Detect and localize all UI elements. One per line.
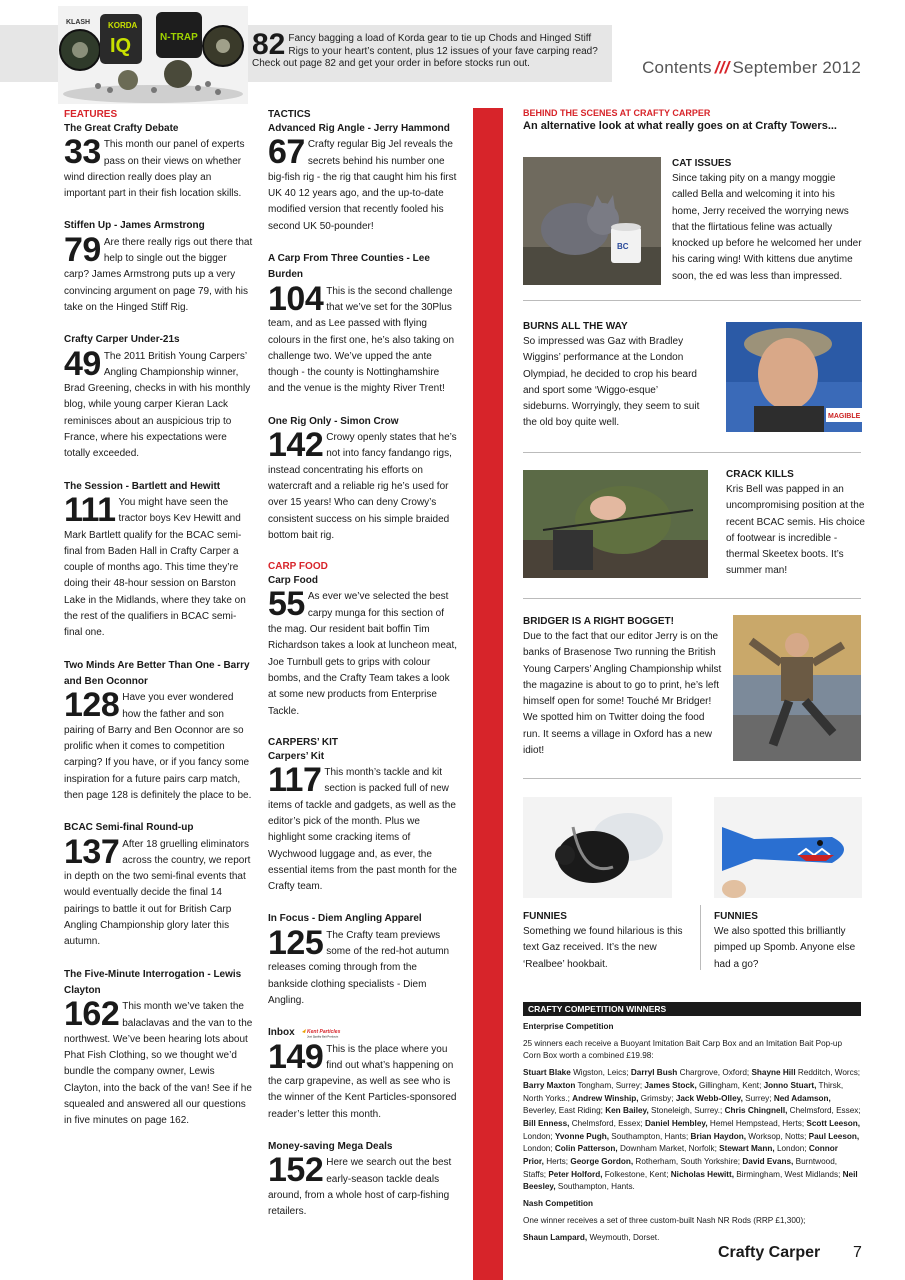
winner-name: Barry Maxton <box>523 1080 576 1090</box>
winner-name: Bill Enness, <box>523 1118 570 1128</box>
gear-label-ntrap: N-TRAP <box>160 32 198 43</box>
article-body: Here we search out the best early-season tackle deals around, from a whole host of carp-fishing retailers. <box>268 1157 452 1218</box>
article-body: This month’s tackle and kit section is packed full of new items of tackle and gadgets, as well as the editor’s pick of the month. Plus we highlight some cracking items of Wychwood luggage and, as ever, the essential items from the past month for the Crafty team. <box>268 767 457 893</box>
story-body: Something we found hilarious is this text Gaz received. It’s the new ‘Realbee’ hookbait. <box>523 926 683 970</box>
page-number: 33 <box>64 133 101 172</box>
winner-place: Burntwood, Staffs; <box>523 1157 838 1179</box>
winner-name: Andrew Winship, <box>572 1093 639 1103</box>
behind-scenes-heading: BEHIND THE SCENES AT CRAFTY CARPER <box>523 108 711 118</box>
article-body: This month our panel of experts pass on their views on whether wind direction really does play an important part in their fish location skills. <box>64 139 245 200</box>
story-body: Since taking pity on a mangy moggie called Bella and welcoming it into his home, Jerry received the worrying news that the flirtatious feline was actually knocked up before he welcomed her under his caring wing! With kittens due anytime soon, the ed was less than impressed. <box>672 173 862 282</box>
winner-name: Ken Bailey, <box>605 1106 649 1116</box>
promo-text <box>252 28 608 71</box>
page-number: 137 <box>64 832 120 871</box>
cat-photo <box>523 157 661 285</box>
funnies-story-2 <box>714 910 864 973</box>
promo-body: Fancy bagging a load of Korda gear to tie up Chods and Hinged Stiff Rigs to your heart’s content, plus 12 issues of your fave carping read? Check out page 82 and get your order in before stocks run out. <box>252 33 598 69</box>
winner-name: Jonno Stuart, <box>763 1080 817 1090</box>
enterprise-winner-list <box>523 1067 861 1194</box>
story-body: Kris Bell was papped in an uncompromising position at the recent BCAC semis. His choice of footwear is incredible - thermal Skeetex boots. It’s summer man! <box>726 484 865 577</box>
contents-header <box>642 58 861 78</box>
article-body: Have you ever wondered how the father and son pairing of Barry and Ben Oconnor are so prolific when it comes to competition carping? If you have, or if you fancy some inspiration for a future pairs carp match, then page 128 is definitely the place to be. <box>64 692 252 801</box>
feature-article-stiffen-up[interactable] <box>64 218 254 316</box>
article-body: This is the second challenge that we’ve set for the 30Plus team, and as Lee passed with flying colours in the first one, he’s also taking on challenge two. We’ve upped the ante though - the county is Nottinghamshire and the venue is the mighty River Trent! <box>268 285 455 395</box>
page-number: 117 <box>268 761 322 800</box>
article-title: BCAC Semi-final Round-up <box>64 822 194 834</box>
article-title: Stiffen Up - James Armstrong <box>64 220 205 232</box>
pimped-spomb-photo <box>714 797 862 898</box>
funnies-divider <box>700 905 701 970</box>
winner-place: Weymouth, Dorset. <box>589 1232 660 1242</box>
page-number: 125 <box>268 923 324 962</box>
winner-name: Yvonne Pugh, <box>554 1131 610 1141</box>
kit-article-mega-deals[interactable] <box>268 1139 458 1220</box>
winner-name: Connor Prior, <box>523 1144 838 1167</box>
winner-name: Stuart Blake <box>523 1068 571 1078</box>
funnies-story-1 <box>523 910 693 973</box>
article-body: After 18 gruelling eliminators across the country, we report in depth on the two semi-final events that would eventually decide the final 14 pairings to battle it out for British Carp Angling Championship glory later this autumn. <box>64 838 251 948</box>
cap-banner-text: MAGIBLE <box>828 413 861 420</box>
competition-heading: CRAFTY COMPETITION WINNERS <box>523 1002 861 1016</box>
winner-name: Jack Webb-Olley, <box>675 1093 743 1103</box>
bridger-photo <box>733 615 861 761</box>
article-title: The Five-Minute Interrogation - Lewis Clayton <box>64 968 242 996</box>
page-number: 152 <box>268 1151 324 1190</box>
story-divider <box>523 452 861 453</box>
enterprise-description: 25 winners each receive a Buoyant Imitation Bait Carp Box and an Imitation Bait Pop-up Corn Box worth a combined £19.98: <box>523 1038 843 1061</box>
winner-place: Southampton, Hants; <box>611 1131 691 1141</box>
sideburns-photo <box>726 322 862 432</box>
article-title: Money-saving Mega Deals <box>268 1141 393 1153</box>
page-number: 49 <box>64 344 101 383</box>
tactics-article-one-rig[interactable] <box>268 414 458 544</box>
winner-place: Redditch, Worcs; <box>797 1068 861 1078</box>
winner-place: Downham Market, Norfolk; <box>619 1144 720 1154</box>
gear-label-iq: IQ <box>110 35 132 57</box>
article-body: Are there really rigs out there that help to single out the bigger carp? James Armstrong puts up a very convincing argument on page 79, with his take on the Hinged Stiff Rig. <box>64 236 253 313</box>
kent-particles-logo-tagline: Just Quality Bait Products <box>307 1035 339 1039</box>
story-title: CRACK KILLS <box>726 469 794 480</box>
story-divider <box>523 598 861 599</box>
page-number: 79 <box>64 230 101 269</box>
article-title: Carp Food <box>268 575 318 587</box>
feature-article-two-minds[interactable] <box>64 658 254 805</box>
winner-name: Colin Patterson, <box>554 1144 618 1154</box>
winner-place: London; <box>776 1144 809 1154</box>
nash-winner <box>523 1232 861 1245</box>
crack-kills-story <box>726 468 866 580</box>
tactics-article-rig-angle[interactable] <box>268 121 458 235</box>
page-number: 149 <box>268 1037 324 1076</box>
winner-name: Shayne Hill <box>751 1068 796 1078</box>
carp-food-article[interactable] <box>268 573 458 720</box>
page-number: 128 <box>64 686 120 725</box>
cat-issues-story <box>672 157 864 285</box>
winner-place: Gillingham, Kent; <box>699 1080 764 1090</box>
feature-article-session[interactable] <box>64 479 254 642</box>
article-title: Advanced Rig Angle - Jerry Hammond <box>268 123 450 134</box>
page-number: 104 <box>268 279 324 318</box>
article-title: The Great Crafty Debate <box>64 123 179 134</box>
tactics-heading: TACTICS <box>268 109 311 120</box>
winner-place: Birmingham, West Midlands; <box>736 1169 843 1179</box>
article-body: The 2011 British Young Carpers’ Angling Championship winner, Brad Greening, checks in with his monthly blog, while young carper Kieran Lack reminisces about an auspicious trip to France, where his expectations were totally exceeded. <box>64 350 251 460</box>
winner-place: London; <box>523 1131 555 1141</box>
inbox-title: Inbox <box>268 1027 295 1039</box>
winner-name: James Stock, <box>644 1080 697 1090</box>
story-title: CAT ISSUES <box>672 158 732 169</box>
article-title: Two Minds Are Better Than One - Barry and Ben Oconnor <box>64 659 250 687</box>
kit-article-diem[interactable] <box>268 911 458 1009</box>
magazine-brand: Crafty Carper <box>718 1244 821 1261</box>
winner-place: Chelmsford, Essex; <box>571 1118 645 1128</box>
nash-description: One winner receives a set of three custom-built Nash NR Rods (RRP £1,300); <box>523 1215 806 1225</box>
winner-name: Paul Leeson, <box>808 1131 860 1141</box>
tactics-column <box>268 108 458 1237</box>
kit-article-inbox[interactable] <box>268 1025 458 1123</box>
article-title: A Carp From Three Counties - Lee Burden <box>268 253 430 281</box>
feature-article-under21s[interactable] <box>64 332 254 462</box>
winner-place: Surrey; <box>745 1093 774 1103</box>
winner-name: Nicholas Hewitt, <box>670 1169 735 1179</box>
gear-label-klash: KLASH <box>66 19 91 26</box>
winner-place: Worksop, Notts; <box>748 1131 809 1141</box>
winner-place: Beverley, East Riding; <box>523 1106 606 1116</box>
winner-name: Peter Holford, <box>548 1169 603 1179</box>
article-title <box>268 1025 458 1041</box>
article-title: Crafty Carper Under-21s <box>64 334 180 346</box>
winner-name: Chris Chingnell, <box>724 1106 788 1116</box>
winner-name: Stewart Mann, <box>719 1144 775 1154</box>
tactics-article-three-counties[interactable] <box>268 251 458 398</box>
winner-name: Shaun Lampard, <box>523 1232 588 1242</box>
story-divider <box>523 300 861 301</box>
winner-place: London; <box>523 1144 555 1154</box>
page-number: 162 <box>64 995 120 1034</box>
story-title: FUNNIES <box>714 911 758 922</box>
winner-place: Wigston, Leics; <box>573 1068 631 1078</box>
article-body: Crafty regular Big Jel reveals the secrets behind his number one big-fish rig - the rig that caught him his first UK 40 12 years ago, and the up-to-date modified version that recently fooled his second UK 50-pounder! <box>268 139 457 232</box>
mug-logo-text: BC <box>617 242 629 251</box>
page-number: 67 <box>268 133 305 172</box>
burns-story <box>523 320 703 432</box>
realbee-hookbait-photo <box>523 797 672 898</box>
winner-name: David Evans, <box>742 1157 794 1167</box>
contents-word: Contents <box>642 58 712 77</box>
behind-scenes-subheading: An alternative look at what really goes on at Crafty Towers... <box>523 120 837 132</box>
bridger-story <box>523 615 723 759</box>
winner-name: Darryl Bush <box>630 1068 678 1078</box>
winner-place: Thirsk, North Yorks.; <box>523 1080 844 1103</box>
winner-place: Stoneleigh, Surrey.; <box>651 1106 725 1116</box>
issue-date: September 2012 <box>732 58 861 77</box>
winner-place: Tongham, Surrey; <box>577 1080 645 1090</box>
winner-place: Hemel Hempstead, Herts; <box>709 1118 807 1128</box>
winner-place: Southampton, Hants. <box>557 1182 635 1192</box>
page-number-footer: 7 <box>853 1244 862 1261</box>
article-title: The Session - Bartlett and Hewitt <box>64 480 221 492</box>
page-number: 111 <box>64 490 116 529</box>
gear-label-korda: KORDA <box>108 21 138 30</box>
story-body: So impressed was Gaz with Bradley Wiggins’ performance at the London Olympiad, he decided to crop his beard and sport some ‘Wiggo-esque’ sideburns. Worryingly, they seem to suit the old boy quite well. <box>523 336 700 429</box>
korda-gear-image <box>58 6 248 104</box>
promo-page-number: 82 <box>252 28 286 61</box>
carpers-kit-heading: CARPERS’ KIT <box>268 736 339 748</box>
article-title: One Rig Only - Simon Crow <box>268 415 399 427</box>
enterprise-title: Enterprise Competition <box>523 1022 614 1031</box>
article-body: This month we’ve taken the balaclavas and the van to the northwest. We’ve been hearing lots about Phat Fish Clothing, so we thought we’d bundle the company owner, Lewis Clayton, into the back of the van! See if he squealed and answered all our questions in five minutes on page 162. <box>64 1001 253 1127</box>
winner-name: Scott Leeson, <box>806 1118 861 1128</box>
page-number: 55 <box>268 585 305 624</box>
winner-place: Folkestone, Kent; <box>604 1169 671 1179</box>
winner-place: Rotherham, South Yorkshire; <box>635 1157 743 1167</box>
feature-article-interrogation[interactable] <box>64 967 254 1130</box>
article-title: Carpers’ Kit <box>268 750 325 762</box>
winner-place: Chargrove, Oxford; <box>679 1068 752 1078</box>
story-divider <box>523 778 861 779</box>
winner-name: Daniel Hembley, <box>644 1118 708 1128</box>
kent-particles-logo <box>301 1027 341 1039</box>
carp-food-heading: CARP FOOD <box>268 561 328 573</box>
winner-name: Brian Haydon, <box>690 1131 747 1141</box>
article-body: You might have seen the tractor boys Kev Hewitt and Mark Bartlett qualify for the BCAC semi-final from Baden Hall in Crafty Carper a couple of months ago. This time they’re doing their 48-hour session on Barston Lake in the Midlands, where they take on the rest of the qualifiers in BCAC semi-final one. <box>64 496 246 639</box>
story-title: FUNNIES <box>523 911 567 922</box>
story-body: We also spotted this brilliantly pimped up Spomb. Anyone else had a go? <box>714 926 856 970</box>
contents-slashes: /// <box>714 58 730 77</box>
winner-name: Neil Beesley, <box>523 1169 858 1192</box>
winner-place: Herts; <box>546 1157 571 1167</box>
story-body: Due to the fact that our editor Jerry is on the banks of Brasenose Two running the British Young Carpers’ Angling Championship whilst the magazine is about to go to print, he’s left himself open for some! Touché Mr Bridger! We spotted him on Twitter doing the food run. It seems a village in Oxford has a new idiot! <box>523 631 722 757</box>
features-heading: FEATURES <box>64 109 118 120</box>
kent-particles-logo-text: Kent Particles <box>307 1028 341 1035</box>
article-body: As ever we’ve selected the best carpy munga for this section of the mag. Our resident bait boffin Tim Richardson takes a look at luncheon meat, Joe Turnbull gets to grips with colour bombs, and the Crafty Team takes a look at some new products from Enterprise Tackle. <box>268 591 457 717</box>
feature-article-bcac-roundup[interactable] <box>64 820 254 950</box>
story-title: BRIDGER IS A RIGHT BOGGET! <box>523 616 674 627</box>
feature-article-debate[interactable] <box>64 121 254 202</box>
features-column <box>64 108 254 1146</box>
story-title: BURNS ALL THE WAY <box>523 321 628 332</box>
winner-place: Grimsby; <box>640 1093 676 1103</box>
winner-name: Ned Adamson, <box>773 1093 831 1103</box>
article-title: In Focus - Diem Angling Apparel <box>268 913 422 925</box>
nash-title: Nash Competition <box>523 1199 594 1209</box>
competition-winners <box>523 1021 861 1248</box>
article-body: Crowy openly states that he’s not into fancy fandango rigs, instead concentrating his efforts on watercraft and a reliable rig he’s used for over 15 years! Who can deny Crowy’s consistent success on his simple braided bottom bait rig. <box>268 432 457 541</box>
crack-kills-photo <box>523 470 708 578</box>
red-divider-bar <box>473 108 503 1280</box>
article-body: This is the place where you find out what’s happening on the carp grapevine, as well as see who is the winner of the Kent Particles-sponsored reader’s letter this month. <box>268 1043 457 1120</box>
page-number: 142 <box>268 426 324 465</box>
kit-article-carpers-kit[interactable] <box>268 749 458 896</box>
winner-place: Chelmsford, Essex; <box>789 1106 861 1116</box>
article-body: The Crafty team previews some of the red-hot autumn releases coming through from the bankside clothing specialists - Diem Angling. <box>268 929 450 1006</box>
behind-scenes-header <box>523 108 863 133</box>
winner-name: George Gordon, <box>570 1157 634 1167</box>
